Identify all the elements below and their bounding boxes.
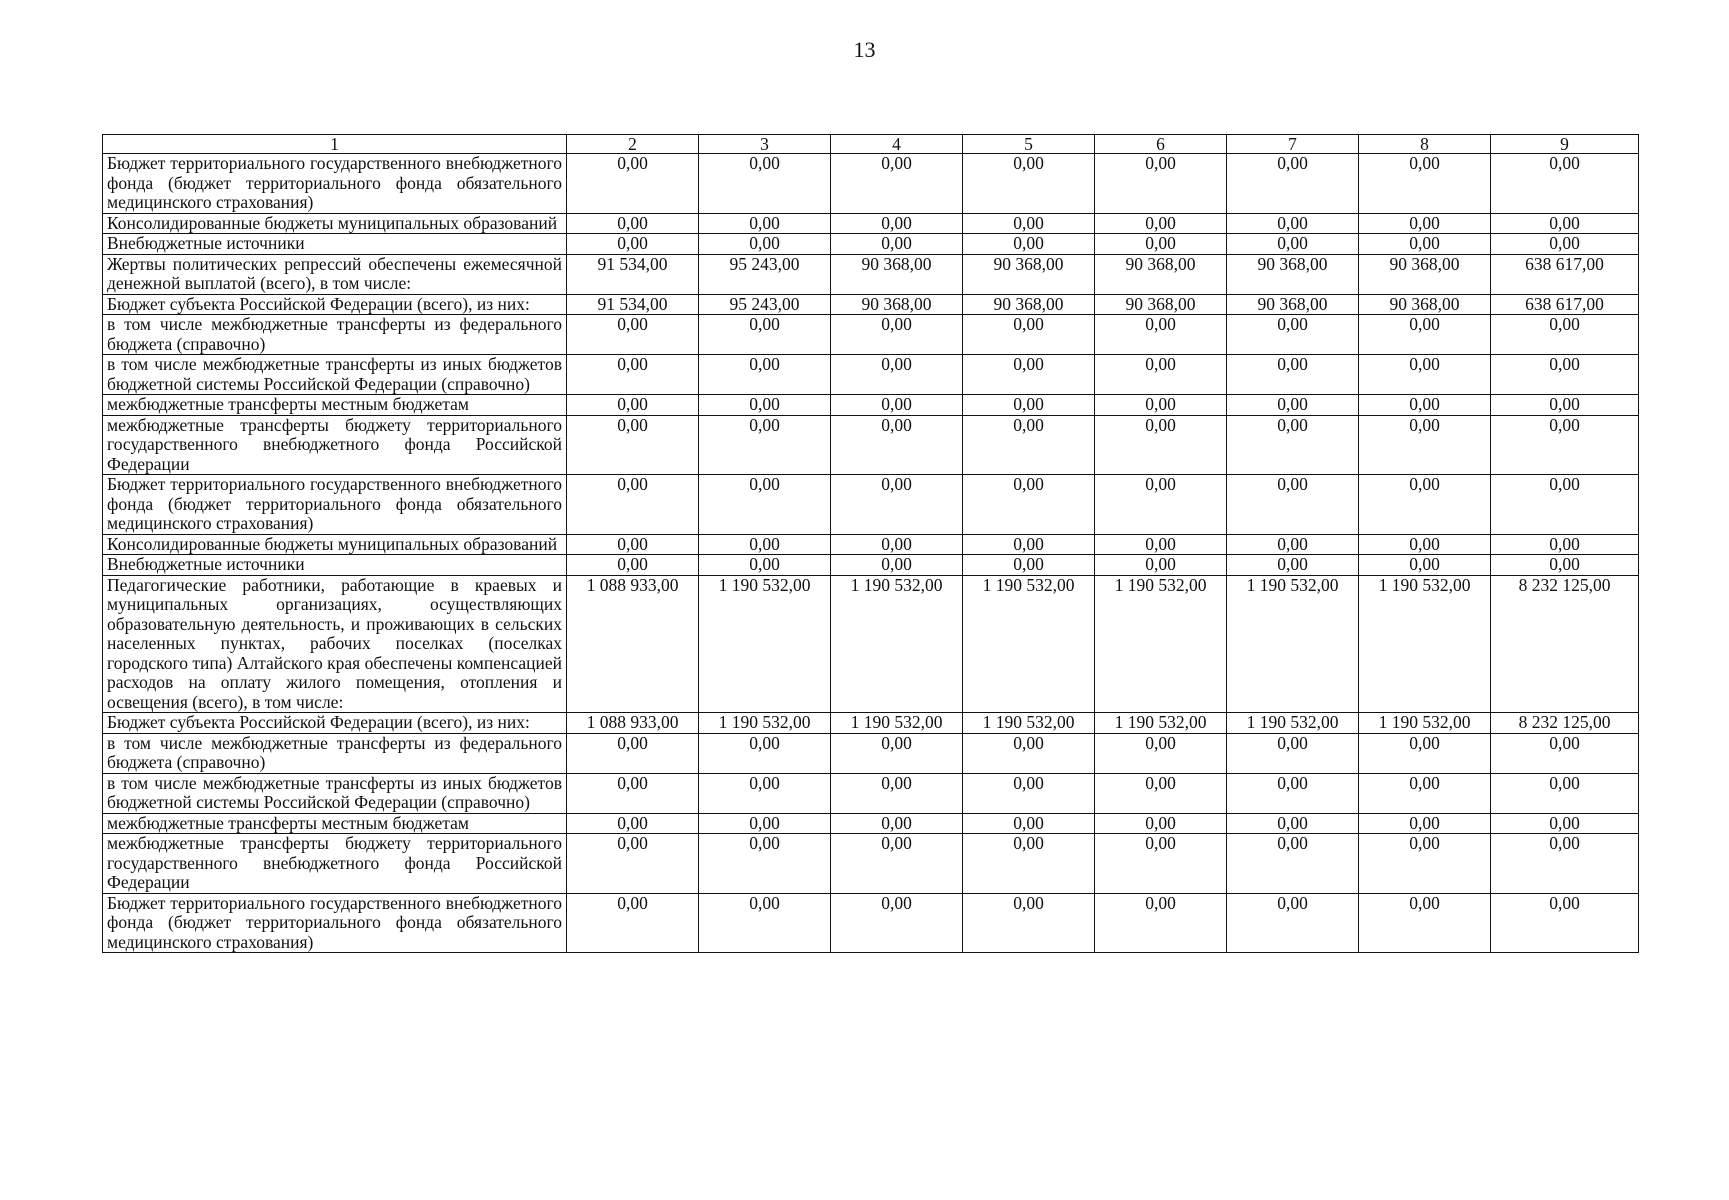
row-value: 1 190 532,00	[963, 575, 1095, 713]
row-value: 0,00	[1095, 555, 1227, 576]
row-value: 0,00	[1095, 534, 1227, 555]
row-value: 0,00	[1359, 395, 1491, 416]
row-value: 0,00	[1227, 154, 1359, 214]
row-value: 0,00	[1359, 415, 1491, 475]
row-value: 0,00	[963, 733, 1095, 773]
row-label: Внебюджетные источники	[103, 234, 567, 255]
row-value: 0,00	[567, 355, 699, 395]
row-value: 90 368,00	[963, 294, 1095, 315]
row-value: 0,00	[1227, 415, 1359, 475]
row-value: 0,00	[567, 534, 699, 555]
row-value: 0,00	[1095, 355, 1227, 395]
row-value: 1 190 532,00	[963, 713, 1095, 734]
row-value: 0,00	[567, 213, 699, 234]
row-value: 91 534,00	[567, 294, 699, 315]
row-value: 91 534,00	[567, 254, 699, 294]
row-label: межбюджетные трансферты бюджету территориального государственного внебюджетного фонда Российской Федерации	[103, 834, 567, 894]
row-value: 90 368,00	[963, 254, 1095, 294]
row-value: 0,00	[567, 813, 699, 834]
row-value: 1 088 933,00	[567, 575, 699, 713]
row-value: 0,00	[1491, 733, 1639, 773]
table-body	[103, 135, 1639, 953]
table-row	[103, 254, 1639, 294]
row-value: 0,00	[1227, 733, 1359, 773]
row-value: 0,00	[1491, 555, 1639, 576]
row-value: 0,00	[831, 213, 963, 234]
row-value: 0,00	[963, 395, 1095, 416]
row-value: 0,00	[1491, 234, 1639, 255]
row-value: 0,00	[831, 813, 963, 834]
row-value: 0,00	[1095, 395, 1227, 416]
row-value: 0,00	[963, 475, 1095, 535]
table-row	[103, 893, 1639, 953]
row-value: 0,00	[567, 893, 699, 953]
row-label: Бюджет субъекта Российской Федерации (всего), из них:	[103, 294, 567, 315]
row-label: Бюджет территориального государственного внебюджетного фонда (бюджет территориального фонда обязательного медицинского страхования)	[103, 154, 567, 214]
row-value: 0,00	[1491, 154, 1639, 214]
row-value: 0,00	[1359, 733, 1491, 773]
row-value: 0,00	[1095, 234, 1227, 255]
row-value: 0,00	[1095, 773, 1227, 813]
row-value: 0,00	[1491, 813, 1639, 834]
column-number: 6	[1095, 135, 1227, 154]
row-value: 0,00	[567, 555, 699, 576]
row-label: в том числе межбюджетные трансферты из иных бюджетов бюджетной системы Российской Федерации (справочно)	[103, 355, 567, 395]
row-value: 0,00	[1227, 315, 1359, 355]
row-value: 1 190 532,00	[1359, 713, 1491, 734]
row-value: 0,00	[831, 315, 963, 355]
row-value: 0,00	[1491, 773, 1639, 813]
row-value: 0,00	[963, 213, 1095, 234]
row-value: 0,00	[699, 234, 831, 255]
table-row	[103, 733, 1639, 773]
row-label: в том числе межбюджетные трансферты из федерального бюджета (справочно)	[103, 733, 567, 773]
row-value: 0,00	[699, 733, 831, 773]
table-row	[103, 213, 1639, 234]
row-label: Бюджет территориального государственного внебюджетного фонда (бюджет территориального фонда обязательного медицинского страхования)	[103, 475, 567, 535]
row-value: 0,00	[1359, 773, 1491, 813]
row-value: 0,00	[1227, 893, 1359, 953]
row-value: 0,00	[1095, 813, 1227, 834]
row-value: 0,00	[831, 733, 963, 773]
row-value: 0,00	[567, 773, 699, 813]
column-number: 9	[1491, 135, 1639, 154]
row-value: 0,00	[831, 534, 963, 555]
column-number: 2	[567, 135, 699, 154]
table-row	[103, 475, 1639, 535]
row-label: Бюджет территориального государственного внебюджетного фонда (бюджет территориального фонда обязательного медицинского страхования)	[103, 893, 567, 953]
row-value: 0,00	[1491, 475, 1639, 535]
row-value: 0,00	[699, 355, 831, 395]
row-value: 1 190 532,00	[831, 575, 963, 713]
row-value: 0,00	[1359, 355, 1491, 395]
table-row	[103, 234, 1639, 255]
row-value: 0,00	[699, 213, 831, 234]
row-value: 0,00	[567, 834, 699, 894]
row-value: 1 190 532,00	[1227, 713, 1359, 734]
table-row	[103, 834, 1639, 894]
row-value: 0,00	[1095, 315, 1227, 355]
row-value: 638 617,00	[1491, 254, 1639, 294]
row-value: 0,00	[1491, 395, 1639, 416]
row-label: Педагогические работники, работающие в краевых и муниципальных организациях, осуществляющих образовательную деятельность, и проживающих в сельских населенных пунктах, рабочих поселках (поселках городского типа) Алтайского края обеспечены компенсацией расходов на оплату жилого помещения, отопления и освещения (всего), в том числе:	[103, 575, 567, 713]
row-value: 1 190 532,00	[1095, 713, 1227, 734]
row-value: 8 232 125,00	[1491, 713, 1639, 734]
row-value: 0,00	[831, 893, 963, 953]
row-value: 95 243,00	[699, 294, 831, 315]
row-value: 0,00	[1227, 355, 1359, 395]
row-value: 0,00	[1095, 733, 1227, 773]
row-value: 0,00	[1491, 534, 1639, 555]
table-row	[103, 713, 1639, 734]
row-value: 0,00	[1095, 415, 1227, 475]
row-value: 0,00	[963, 893, 1095, 953]
row-label: межбюджетные трансферты бюджету территориального государственного внебюджетного фонда Российской Федерации	[103, 415, 567, 475]
row-value: 0,00	[963, 555, 1095, 576]
column-number: 7	[1227, 135, 1359, 154]
row-value: 0,00	[1491, 893, 1639, 953]
row-value: 0,00	[963, 234, 1095, 255]
row-label: в том числе межбюджетные трансферты из федерального бюджета (справочно)	[103, 315, 567, 355]
row-value: 90 368,00	[1095, 294, 1227, 315]
row-value: 0,00	[963, 773, 1095, 813]
row-value: 95 243,00	[699, 254, 831, 294]
row-value: 0,00	[1227, 475, 1359, 535]
row-value: 90 368,00	[1359, 294, 1491, 315]
row-value: 0,00	[1095, 834, 1227, 894]
row-value: 0,00	[1227, 395, 1359, 416]
table-row	[103, 534, 1639, 555]
row-value: 1 190 532,00	[1227, 575, 1359, 713]
row-value: 0,00	[1491, 213, 1639, 234]
row-value: 0,00	[831, 395, 963, 416]
row-value: 0,00	[831, 834, 963, 894]
row-value: 0,00	[699, 475, 831, 535]
row-value: 0,00	[699, 555, 831, 576]
row-value: 0,00	[567, 475, 699, 535]
row-label: Консолидированные бюджеты муниципальных образований	[103, 534, 567, 555]
row-value: 0,00	[831, 234, 963, 255]
budget-table	[102, 134, 1639, 953]
row-value: 0,00	[963, 415, 1095, 475]
column-number: 1	[103, 135, 567, 154]
row-value: 0,00	[1359, 534, 1491, 555]
row-value: 0,00	[699, 534, 831, 555]
row-value: 0,00	[567, 154, 699, 214]
row-value: 0,00	[1491, 415, 1639, 475]
table-row	[103, 355, 1639, 395]
row-value: 0,00	[1095, 475, 1227, 535]
table-row	[103, 154, 1639, 214]
row-label: Внебюджетные источники	[103, 555, 567, 576]
row-value: 0,00	[963, 355, 1095, 395]
row-value: 0,00	[1227, 234, 1359, 255]
row-value: 0,00	[963, 834, 1095, 894]
row-value: 638 617,00	[1491, 294, 1639, 315]
row-value: 0,00	[1359, 213, 1491, 234]
row-value: 0,00	[831, 154, 963, 214]
row-value: 0,00	[963, 315, 1095, 355]
table-row	[103, 415, 1639, 475]
row-value: 0,00	[567, 234, 699, 255]
row-value: 0,00	[831, 475, 963, 535]
row-value: 0,00	[699, 834, 831, 894]
row-value: 0,00	[699, 893, 831, 953]
row-value: 90 368,00	[1227, 254, 1359, 294]
row-value: 90 368,00	[831, 254, 963, 294]
row-value: 0,00	[567, 395, 699, 416]
row-value: 1 190 532,00	[699, 713, 831, 734]
row-value: 0,00	[1359, 475, 1491, 535]
row-value: 0,00	[1227, 213, 1359, 234]
row-value: 0,00	[831, 555, 963, 576]
row-value: 1 088 933,00	[567, 713, 699, 734]
row-value: 0,00	[1227, 834, 1359, 894]
row-value: 0,00	[963, 534, 1095, 555]
row-value: 0,00	[1359, 315, 1491, 355]
row-value: 0,00	[1491, 355, 1639, 395]
row-value: 90 368,00	[1359, 254, 1491, 294]
row-value: 0,00	[1227, 555, 1359, 576]
row-value: 0,00	[1095, 213, 1227, 234]
table-row	[103, 813, 1639, 834]
row-value: 0,00	[699, 395, 831, 416]
table-row	[103, 315, 1639, 355]
column-number: 3	[699, 135, 831, 154]
row-value: 1 190 532,00	[1095, 575, 1227, 713]
row-value: 0,00	[567, 415, 699, 475]
row-value: 0,00	[567, 733, 699, 773]
row-value: 0,00	[1359, 154, 1491, 214]
table-row	[103, 773, 1639, 813]
row-value: 0,00	[567, 315, 699, 355]
row-value: 0,00	[1227, 773, 1359, 813]
row-value: 0,00	[1095, 893, 1227, 953]
row-value: 0,00	[1227, 534, 1359, 555]
row-value: 0,00	[963, 813, 1095, 834]
row-value: 1 190 532,00	[1359, 575, 1491, 713]
row-value: 0,00	[699, 415, 831, 475]
table-row	[103, 294, 1639, 315]
table-row	[103, 395, 1639, 416]
row-value: 1 190 532,00	[831, 713, 963, 734]
row-value: 8 232 125,00	[1491, 575, 1639, 713]
row-value: 0,00	[1359, 893, 1491, 953]
table-row	[103, 575, 1639, 713]
row-value: 0,00	[699, 773, 831, 813]
column-number: 4	[831, 135, 963, 154]
row-value: 0,00	[831, 355, 963, 395]
row-value: 0,00	[699, 813, 831, 834]
row-value: 0,00	[1359, 813, 1491, 834]
row-label: Консолидированные бюджеты муниципальных образований	[103, 213, 567, 234]
row-value: 0,00	[699, 154, 831, 214]
row-value: 0,00	[1491, 834, 1639, 894]
row-value: 0,00	[1095, 154, 1227, 214]
column-number-row	[103, 135, 1639, 154]
column-number: 8	[1359, 135, 1491, 154]
row-value: 0,00	[831, 415, 963, 475]
row-label: Жертвы политических репрессий обеспечены ежемесячной денежной выплатой (всего), в том числе:	[103, 254, 567, 294]
row-value: 90 368,00	[1227, 294, 1359, 315]
row-value: 0,00	[1359, 555, 1491, 576]
page-number: 13	[853, 37, 876, 62]
row-value: 0,00	[831, 773, 963, 813]
row-label: межбюджетные трансферты местным бюджетам	[103, 813, 567, 834]
row-value: 0,00	[699, 315, 831, 355]
row-value: 90 368,00	[1095, 254, 1227, 294]
row-label: в том числе межбюджетные трансферты из иных бюджетов бюджетной системы Российской Федерации (справочно)	[103, 773, 567, 813]
row-value: 0,00	[1491, 315, 1639, 355]
row-value: 90 368,00	[831, 294, 963, 315]
row-value: 0,00	[1359, 234, 1491, 255]
row-label: Бюджет субъекта Российской Федерации (всего), из них:	[103, 713, 567, 734]
table-row	[103, 555, 1639, 576]
row-label: межбюджетные трансферты местным бюджетам	[103, 395, 567, 416]
row-value: 0,00	[1227, 813, 1359, 834]
row-value: 0,00	[963, 154, 1095, 214]
row-value: 1 190 532,00	[699, 575, 831, 713]
row-value: 0,00	[1359, 834, 1491, 894]
column-number: 5	[963, 135, 1095, 154]
